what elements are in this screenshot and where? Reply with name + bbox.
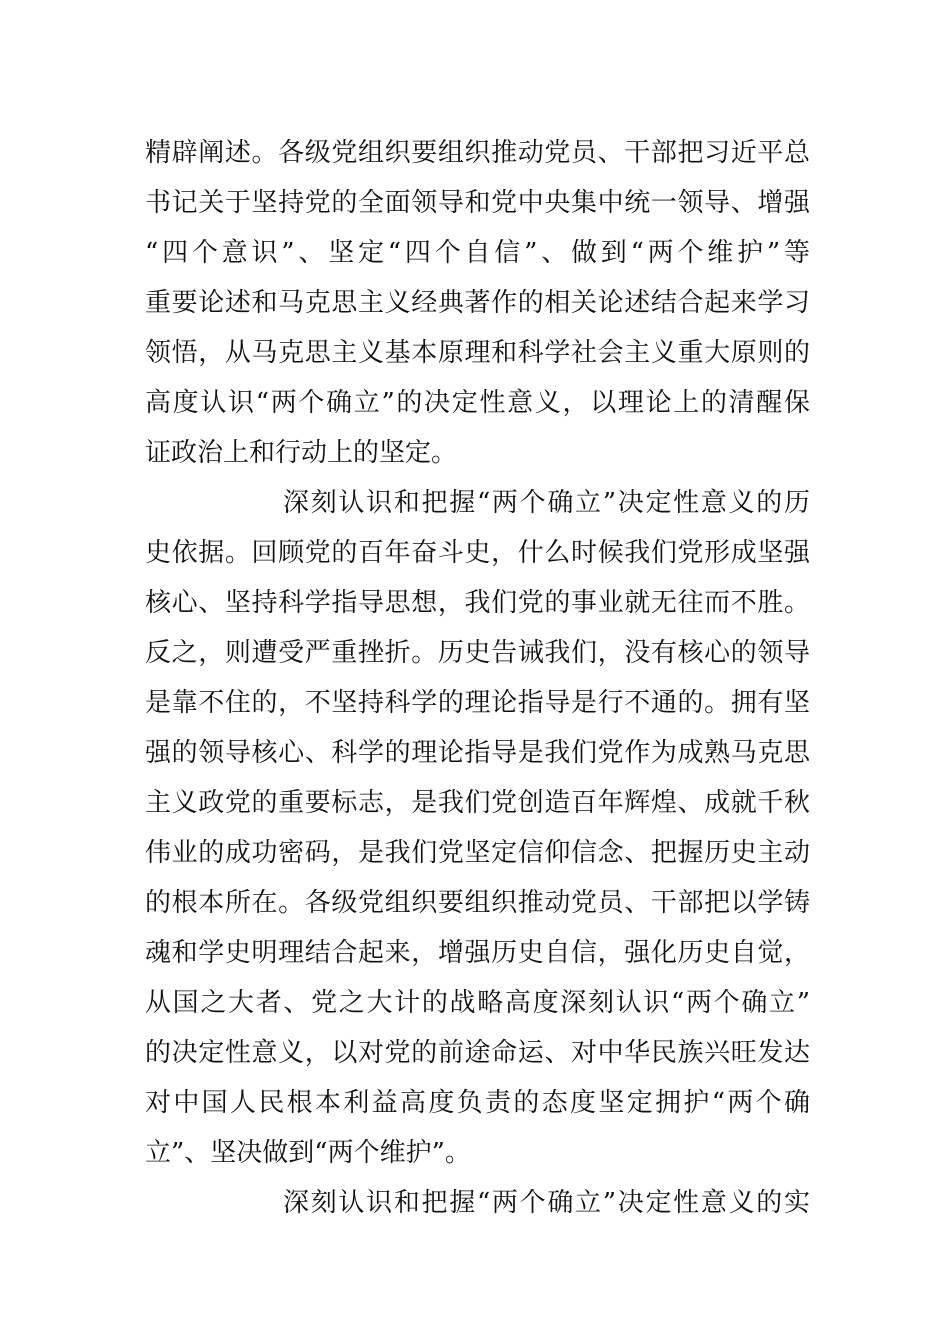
text-line: 领悟，从马克思主义基本原理和科学社会主义重大原则的 [145,338,810,368]
text-line: 立”、坚决做到“两个维护”。 [145,1138,471,1168]
text-line: 的根本所在。各级党组织要组织推动党员、干部把以学铸 [145,888,810,918]
text-line: 主义政党的重要标志，是我们党创造百年辉煌、成就千秋 [145,788,810,818]
text-line: “四个意识”、坚定“四个自信”、做到“两个维护”等 [145,238,810,268]
text-line: 对中国人民根本利益高度负责的态度坚定拥护“两个确 [145,1088,810,1118]
section-heading-line: 深刻认识和把握“两个确立”决定性意义的实 [283,1188,810,1218]
section-heading-line: 深刻认识和把握“两个确立”决定性意义的历 [283,488,810,518]
document-body [145,128,810,1228]
text-line: 伟业的成功密码，是我们党坚定信仰信念、把握历史主动 [145,838,810,868]
text-line: 证政治上和行动上的坚定。 [145,438,458,468]
text-line: 核心、坚持科学指导思想，我们党的事业就无往而不胜。 [145,588,810,618]
text-line: 史依据。回顾党的百年奋斗史，什么时候我们党形成坚强 [145,538,810,568]
text-line: 重要论述和马克思主义经典著作的相关论述结合起来学习 [145,288,810,318]
text-line: 书记关于坚持党的全面领导和党中央集中统一领导、增强 [145,188,810,218]
text-line: 高度认识“两个确立”的决定性意义，以理论上的清醒保 [145,388,810,418]
text-line: 强的领导核心、科学的理论指导是我们党作为成熟马克思 [145,738,810,768]
text-line: 反之，则遭受严重挫折。历史告诫我们，没有核心的领导 [145,638,810,668]
text-line: 精辟阐述。各级党组织要组织推动党员、干部把习近平总 [145,138,810,168]
text-line: 是靠不住的，不坚持科学的理论指导是行不通的。拥有坚 [145,688,810,718]
text-line: 魂和学史明理结合起来，增强历史自信，强化历史自觉， [145,938,810,968]
text-line: 的决定性意义，以对党的前途命运、对中华民族兴旺发达 [145,1038,810,1068]
text-line: 从国之大者、党之大计的战略高度深刻认识“两个确立” [145,988,810,1018]
